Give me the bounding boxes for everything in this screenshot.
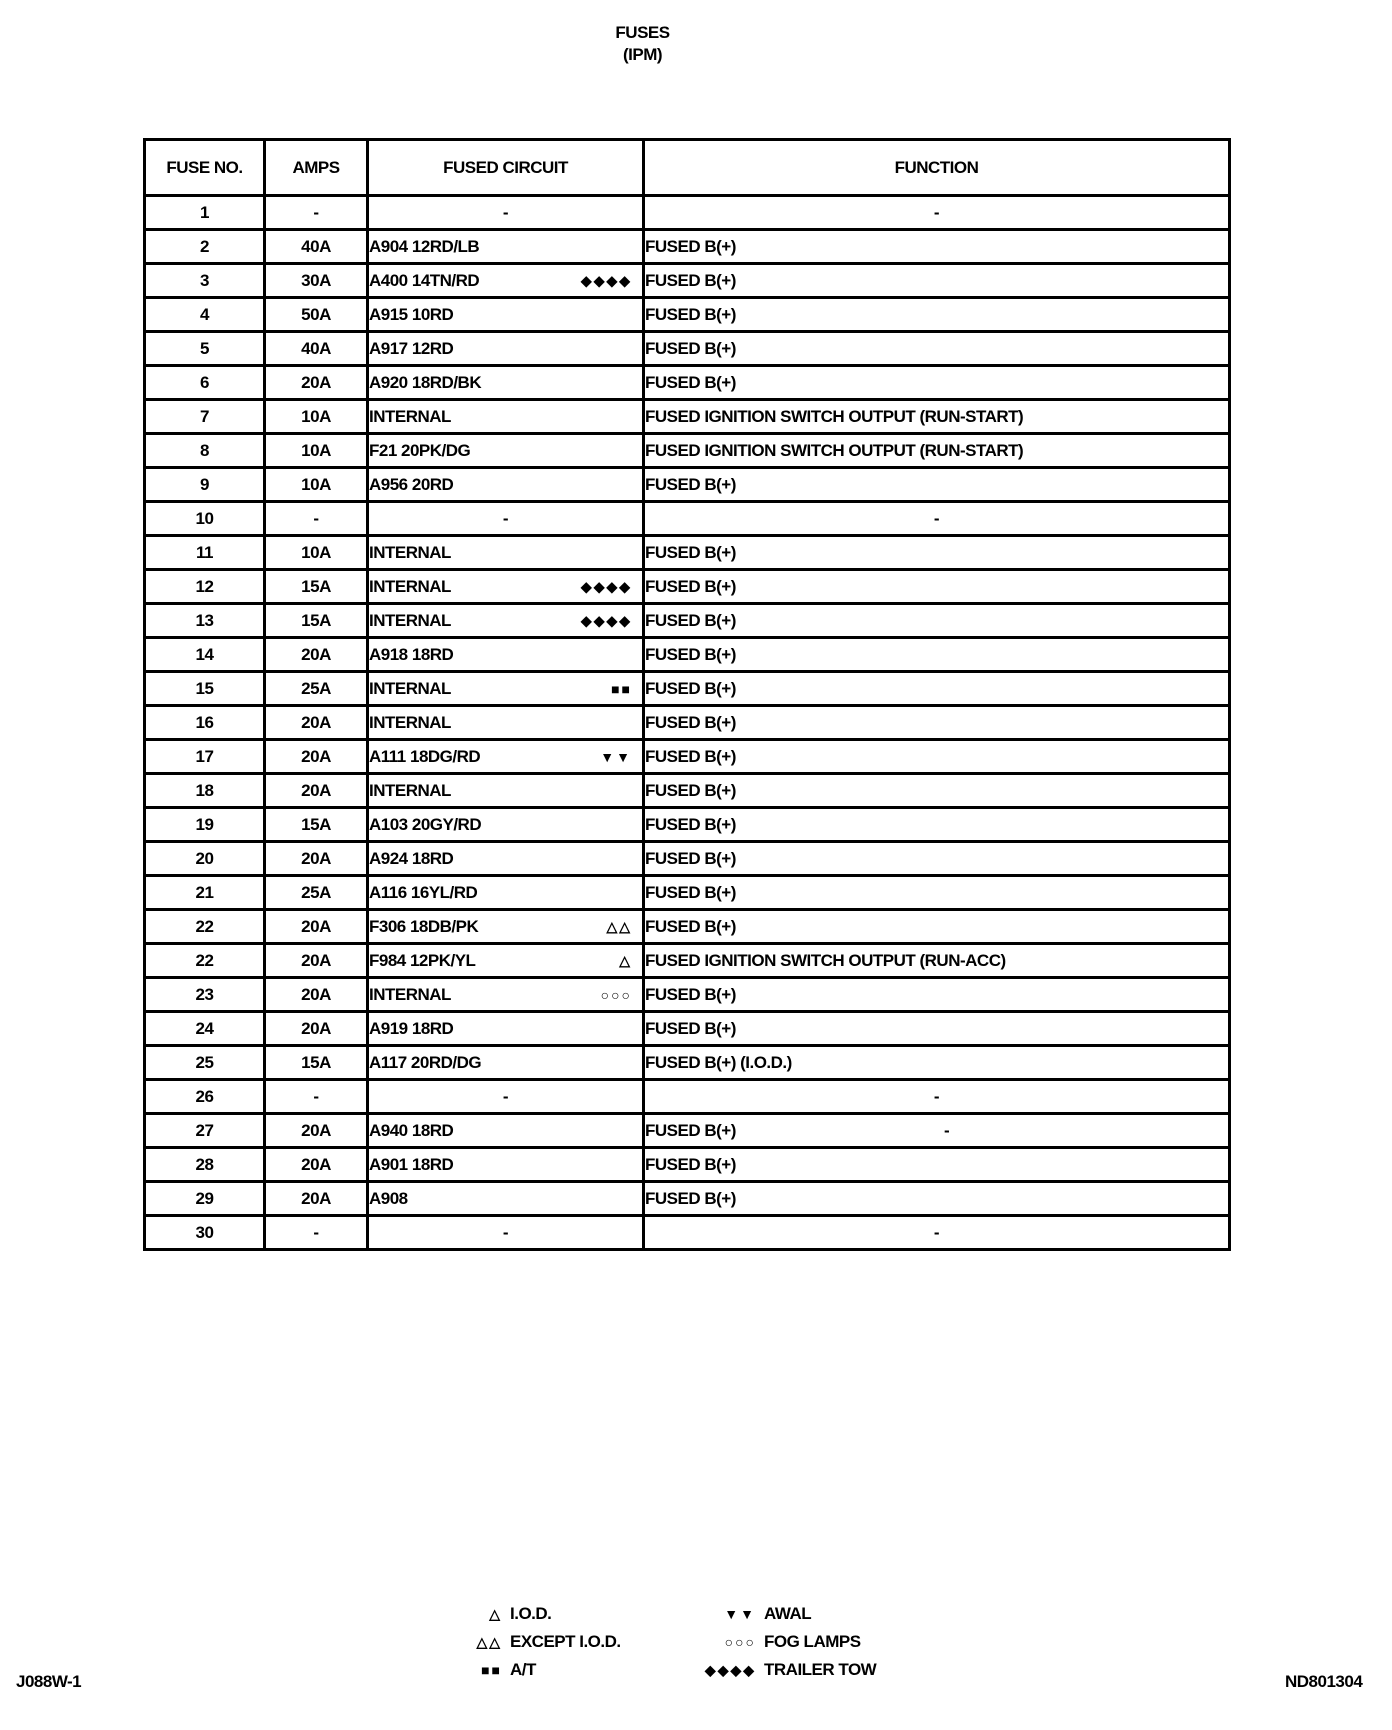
- option-symbol-icon: ▼▼: [600, 748, 632, 765]
- function-extra-mark: -: [944, 1120, 950, 1140]
- cell-fuse-no: 16: [145, 706, 265, 740]
- fuse-table: [143, 138, 1231, 1251]
- page-subtitle: (IPM): [622, 45, 663, 64]
- cell-fuse-no: 22: [145, 910, 265, 944]
- cell-amps: 25A: [265, 876, 368, 910]
- circuit-text: -: [502, 1086, 509, 1106]
- circuit-text: A111 18DG/RD: [369, 746, 481, 766]
- table-row: [145, 876, 1230, 910]
- cell-fused-circuit: [368, 1114, 644, 1148]
- cell-function: [644, 774, 1230, 808]
- function-text: FUSED B(+): [645, 474, 736, 494]
- table-row: [145, 400, 1230, 434]
- cell-fuse-no: 25: [145, 1046, 265, 1080]
- cell-function: [644, 876, 1230, 910]
- cell-amps: 10A: [265, 468, 368, 502]
- cell-amps: 20A: [265, 1012, 368, 1046]
- table-row: [145, 502, 1230, 536]
- cell-fused-circuit: [368, 842, 644, 876]
- circuit-text: A920 18RD/BK: [369, 372, 482, 392]
- cell-fused-circuit: [368, 706, 644, 740]
- function-text: FUSED B(+): [645, 1188, 736, 1208]
- circuit-text: A103 20GY/RD: [369, 814, 482, 834]
- cell-amps: 15A: [265, 604, 368, 638]
- function-text: FUSED B(+): [645, 746, 736, 766]
- circuit-text: INTERNAL: [369, 542, 451, 562]
- cell-fuse-no: 24: [145, 1012, 265, 1046]
- cell-fuse-no: 20: [145, 842, 265, 876]
- table-row: [145, 264, 1230, 298]
- cell-fuse-no: 27: [145, 1114, 265, 1148]
- table-row: [145, 774, 1230, 808]
- circuit-text: A904 12RD/LB: [369, 236, 480, 256]
- cell-fused-circuit: [368, 1216, 644, 1250]
- cell-fuse-no: 30: [145, 1216, 265, 1250]
- legend-left: [462, 1600, 621, 1684]
- cell-fused-circuit: [368, 1012, 644, 1046]
- option-symbol-icon: ◆◆◆◆: [580, 578, 632, 594]
- cell-fuse-no: 11: [145, 536, 265, 570]
- table-row: [145, 196, 1230, 230]
- circuit-text: A908: [369, 1188, 408, 1208]
- header-fused-circuit: FUSED CIRCUIT: [368, 140, 644, 196]
- circuit-text: A116 16YL/RD: [369, 882, 478, 902]
- header-amps: AMPS: [265, 140, 368, 196]
- legend-symbol-icon: ○○○: [724, 1634, 756, 1650]
- cell-amps: 20A: [265, 774, 368, 808]
- function-text: FUSED B(+): [645, 848, 736, 868]
- circuit-text: A924 18RD: [369, 848, 454, 868]
- circuit-text: INTERNAL: [369, 712, 451, 732]
- figure-code-right: ND801304: [1285, 1672, 1363, 1691]
- table-row: [145, 570, 1230, 604]
- circuit-text: A400 14TN/RD: [369, 270, 480, 290]
- table-row: [145, 740, 1230, 774]
- table-row: [145, 842, 1230, 876]
- cell-function: [644, 1182, 1230, 1216]
- circuit-text: A917 12RD: [369, 338, 454, 358]
- legend-right: [698, 1600, 876, 1684]
- cell-fuse-no: 15: [145, 672, 265, 706]
- cell-fuse-no: 14: [145, 638, 265, 672]
- cell-amps: 20A: [265, 944, 368, 978]
- circuit-text: INTERNAL: [369, 678, 451, 698]
- cell-fused-circuit: [368, 978, 644, 1012]
- cell-fuse-no: 22: [145, 944, 265, 978]
- table-row: [145, 910, 1230, 944]
- cell-function: [644, 400, 1230, 434]
- cell-amps: 15A: [265, 570, 368, 604]
- cell-fused-circuit: [368, 774, 644, 808]
- cell-fuse-no: 18: [145, 774, 265, 808]
- legend-item: [698, 1628, 876, 1656]
- cell-fused-circuit: [368, 944, 644, 978]
- function-text: FUSED B(+): [645, 270, 736, 290]
- table-row: [145, 1046, 1230, 1080]
- circuit-text: -: [502, 202, 509, 222]
- legend-symbol-icon: ■■: [481, 1662, 502, 1678]
- table-row: [145, 434, 1230, 468]
- cell-amps: 20A: [265, 740, 368, 774]
- cell-amps: 15A: [265, 808, 368, 842]
- circuit-text: INTERNAL: [369, 406, 451, 426]
- function-text: FUSED B(+): [645, 916, 736, 936]
- cell-function: [644, 638, 1230, 672]
- cell-fused-circuit: [368, 468, 644, 502]
- table-row: [145, 604, 1230, 638]
- cell-amps: -: [265, 196, 368, 230]
- cell-fuse-no: 4: [145, 298, 265, 332]
- cell-fuse-no: 29: [145, 1182, 265, 1216]
- cell-function: [644, 1046, 1230, 1080]
- function-text: FUSED IGNITION SWITCH OUTPUT (RUN-ACC): [645, 950, 1006, 970]
- cell-function: [644, 196, 1230, 230]
- option-symbol-icon: ◆◆◆◆: [580, 272, 632, 288]
- cell-amps: 10A: [265, 434, 368, 468]
- cell-function: [644, 808, 1230, 842]
- function-text: FUSED B(+): [645, 1120, 736, 1140]
- cell-fused-circuit: [368, 1148, 644, 1182]
- cell-fuse-no: 21: [145, 876, 265, 910]
- function-text: FUSED B(+): [645, 542, 736, 562]
- cell-function: [644, 842, 1230, 876]
- cell-amps: 20A: [265, 366, 368, 400]
- legend-item: [462, 1628, 621, 1656]
- legend-label: EXCEPT I.O.D.: [510, 1632, 621, 1651]
- function-text: FUSED B(+): [645, 1154, 736, 1174]
- cell-amps: 20A: [265, 842, 368, 876]
- cell-function: [644, 706, 1230, 740]
- cell-amps: 25A: [265, 672, 368, 706]
- cell-fused-circuit: [368, 604, 644, 638]
- page-title-block: [0, 22, 1285, 66]
- circuit-text: A901 18RD: [369, 1154, 454, 1174]
- cell-fuse-no: 7: [145, 400, 265, 434]
- function-text: FUSED B(+): [645, 576, 736, 596]
- function-text: FUSED B(+): [645, 1018, 736, 1038]
- cell-fuse-no: 28: [145, 1148, 265, 1182]
- legend-label: TRAILER TOW: [764, 1660, 877, 1679]
- function-text: FUSED B(+): [645, 644, 736, 664]
- cell-fused-circuit: [368, 196, 644, 230]
- cell-fused-circuit: [368, 740, 644, 774]
- legend-item: [462, 1600, 621, 1628]
- table-row: [145, 1114, 1230, 1148]
- table-row: [145, 672, 1230, 706]
- cell-function: [644, 366, 1230, 400]
- cell-function: [644, 332, 1230, 366]
- cell-fused-circuit: [368, 1182, 644, 1216]
- header-fuse-no: FUSE NO.: [145, 140, 265, 196]
- function-text: FUSED B(+): [645, 304, 736, 324]
- legend-symbol-icon: △△: [476, 1634, 502, 1650]
- option-symbol-icon: ◆◆◆◆: [580, 612, 632, 628]
- cell-fused-circuit: [368, 502, 644, 536]
- cell-fused-circuit: [368, 570, 644, 604]
- cell-fused-circuit: [368, 298, 644, 332]
- cell-fuse-no: 13: [145, 604, 265, 638]
- legend-symbol-icon: ◆◆◆◆: [704, 1662, 756, 1678]
- table-row: [145, 638, 1230, 672]
- function-text: -: [933, 1222, 940, 1242]
- cell-amps: 30A: [265, 264, 368, 298]
- cell-function: [644, 230, 1230, 264]
- function-text: FUSED IGNITION SWITCH OUTPUT (RUN-START): [645, 406, 1024, 426]
- legend-item: [462, 1656, 621, 1684]
- cell-amps: 20A: [265, 1182, 368, 1216]
- cell-function: [644, 570, 1230, 604]
- cell-function: [644, 604, 1230, 638]
- function-text: FUSED B(+): [645, 780, 736, 800]
- table-row: [145, 978, 1230, 1012]
- cell-fuse-no: 19: [145, 808, 265, 842]
- legend-symbol-icon: △: [489, 1606, 502, 1622]
- table-header-row: [145, 140, 1230, 196]
- function-text: FUSED B(+): [645, 372, 736, 392]
- cell-function: [644, 1012, 1230, 1046]
- cell-amps: 20A: [265, 910, 368, 944]
- cell-amps: 20A: [265, 1114, 368, 1148]
- function-text: FUSED B(+): [645, 610, 736, 630]
- function-text: -: [933, 1086, 940, 1106]
- circuit-text: A918 18RD: [369, 644, 454, 664]
- cell-function: [644, 264, 1230, 298]
- function-text: FUSED B(+): [645, 712, 736, 732]
- cell-fuse-no: 23: [145, 978, 265, 1012]
- cell-function: [644, 1216, 1230, 1250]
- cell-function: [644, 740, 1230, 774]
- legend-label: AWAL: [764, 1604, 812, 1623]
- cell-amps: 20A: [265, 706, 368, 740]
- fuse-table-body: [145, 196, 1230, 1250]
- cell-function: [644, 536, 1230, 570]
- table-row: [145, 1182, 1230, 1216]
- cell-fuse-no: 9: [145, 468, 265, 502]
- cell-function: [644, 1114, 1230, 1148]
- table-row: [145, 944, 1230, 978]
- circuit-text: F984 12PK/YL: [369, 950, 476, 970]
- circuit-text: A117 20RD/DG: [369, 1052, 482, 1072]
- cell-fused-circuit: [368, 638, 644, 672]
- cell-amps: 20A: [265, 638, 368, 672]
- cell-fused-circuit: [368, 434, 644, 468]
- cell-fused-circuit: [368, 400, 644, 434]
- circuit-text: INTERNAL: [369, 576, 451, 596]
- cell-fuse-no: 1: [145, 196, 265, 230]
- function-text: FUSED B(+): [645, 338, 736, 358]
- table-row: [145, 332, 1230, 366]
- cell-fused-circuit: [368, 264, 644, 298]
- page-title: FUSES: [615, 23, 670, 42]
- cell-fuse-no: 6: [145, 366, 265, 400]
- cell-fuse-no: 2: [145, 230, 265, 264]
- figure-code-left: J088W-1: [16, 1672, 82, 1691]
- legend-item: [698, 1656, 876, 1684]
- function-text: FUSED B(+): [645, 678, 736, 698]
- function-text: FUSED B(+) (I.O.D.): [645, 1052, 792, 1072]
- circuit-text: A919 18RD: [369, 1018, 454, 1038]
- table-row: [145, 1148, 1230, 1182]
- circuit-text: INTERNAL: [369, 780, 451, 800]
- cell-function: [644, 1080, 1230, 1114]
- circuit-text: INTERNAL: [369, 610, 451, 630]
- legend-item: [698, 1600, 876, 1628]
- cell-fused-circuit: [368, 1046, 644, 1080]
- circuit-text: F306 18DB/PK: [369, 916, 479, 936]
- cell-fused-circuit: [368, 1080, 644, 1114]
- table-row: [145, 1012, 1230, 1046]
- cell-function: [644, 910, 1230, 944]
- cell-fused-circuit: [368, 808, 644, 842]
- cell-amps: 40A: [265, 332, 368, 366]
- cell-fused-circuit: [368, 910, 644, 944]
- table-row: [145, 1080, 1230, 1114]
- function-text: FUSED IGNITION SWITCH OUTPUT (RUN-START): [645, 440, 1024, 460]
- table-row: [145, 468, 1230, 502]
- cell-amps: 10A: [265, 400, 368, 434]
- cell-amps: -: [265, 1080, 368, 1114]
- option-symbol-icon: ○○○: [600, 986, 632, 1003]
- legend-label: FOG LAMPS: [764, 1632, 861, 1651]
- table-row: [145, 298, 1230, 332]
- function-text: FUSED B(+): [645, 814, 736, 834]
- table-row: [145, 808, 1230, 842]
- table-row: [145, 1216, 1230, 1250]
- cell-function: [644, 434, 1230, 468]
- cell-fused-circuit: [368, 672, 644, 706]
- function-text: FUSED B(+): [645, 236, 736, 256]
- cell-fuse-no: 5: [145, 332, 265, 366]
- cell-fused-circuit: [368, 876, 644, 910]
- cell-amps: 20A: [265, 978, 368, 1012]
- cell-function: [644, 1148, 1230, 1182]
- cell-function: [644, 978, 1230, 1012]
- table-row: [145, 536, 1230, 570]
- cell-amps: 50A: [265, 298, 368, 332]
- legend-label: A/T: [510, 1660, 536, 1679]
- circuit-text: -: [502, 1222, 509, 1242]
- option-symbol-icon: △: [619, 952, 632, 968]
- cell-fuse-no: 17: [145, 740, 265, 774]
- table-row: [145, 230, 1230, 264]
- cell-function: [644, 298, 1230, 332]
- cell-function: [644, 944, 1230, 978]
- cell-amps: 10A: [265, 536, 368, 570]
- cell-amps: 15A: [265, 1046, 368, 1080]
- circuit-text: INTERNAL: [369, 984, 451, 1004]
- cell-fused-circuit: [368, 230, 644, 264]
- cell-amps: 20A: [265, 1148, 368, 1182]
- circuit-text: A915 10RD: [369, 304, 454, 324]
- cell-fuse-no: 26: [145, 1080, 265, 1114]
- circuit-text: A940 18RD: [369, 1120, 454, 1140]
- cell-fuse-no: 10: [145, 502, 265, 536]
- cell-function: [644, 468, 1230, 502]
- circuit-text: A956 20RD: [369, 474, 454, 494]
- cell-amps: 40A: [265, 230, 368, 264]
- cell-fused-circuit: [368, 536, 644, 570]
- cell-function: [644, 672, 1230, 706]
- cell-fuse-no: 12: [145, 570, 265, 604]
- option-symbol-icon: ■■: [611, 680, 632, 697]
- cell-fused-circuit: [368, 366, 644, 400]
- circuit-text: F21 20PK/DG: [369, 440, 471, 460]
- legend-label: I.O.D.: [510, 1604, 552, 1623]
- function-text: -: [933, 508, 940, 528]
- table-row: [145, 366, 1230, 400]
- function-text: FUSED B(+): [645, 984, 736, 1004]
- cell-fuse-no: 3: [145, 264, 265, 298]
- legend-symbol-icon: ▼▼: [724, 1606, 756, 1622]
- circuit-text: -: [502, 508, 509, 528]
- header-function: FUNCTION: [644, 140, 1230, 196]
- function-text: -: [933, 202, 940, 222]
- option-symbol-icon: △△: [606, 918, 632, 934]
- cell-function: [644, 502, 1230, 536]
- function-text: FUSED B(+): [645, 882, 736, 902]
- cell-fuse-no: 8: [145, 434, 265, 468]
- cell-fused-circuit: [368, 332, 644, 366]
- cell-amps: -: [265, 502, 368, 536]
- cell-amps: -: [265, 1216, 368, 1250]
- table-row: [145, 706, 1230, 740]
